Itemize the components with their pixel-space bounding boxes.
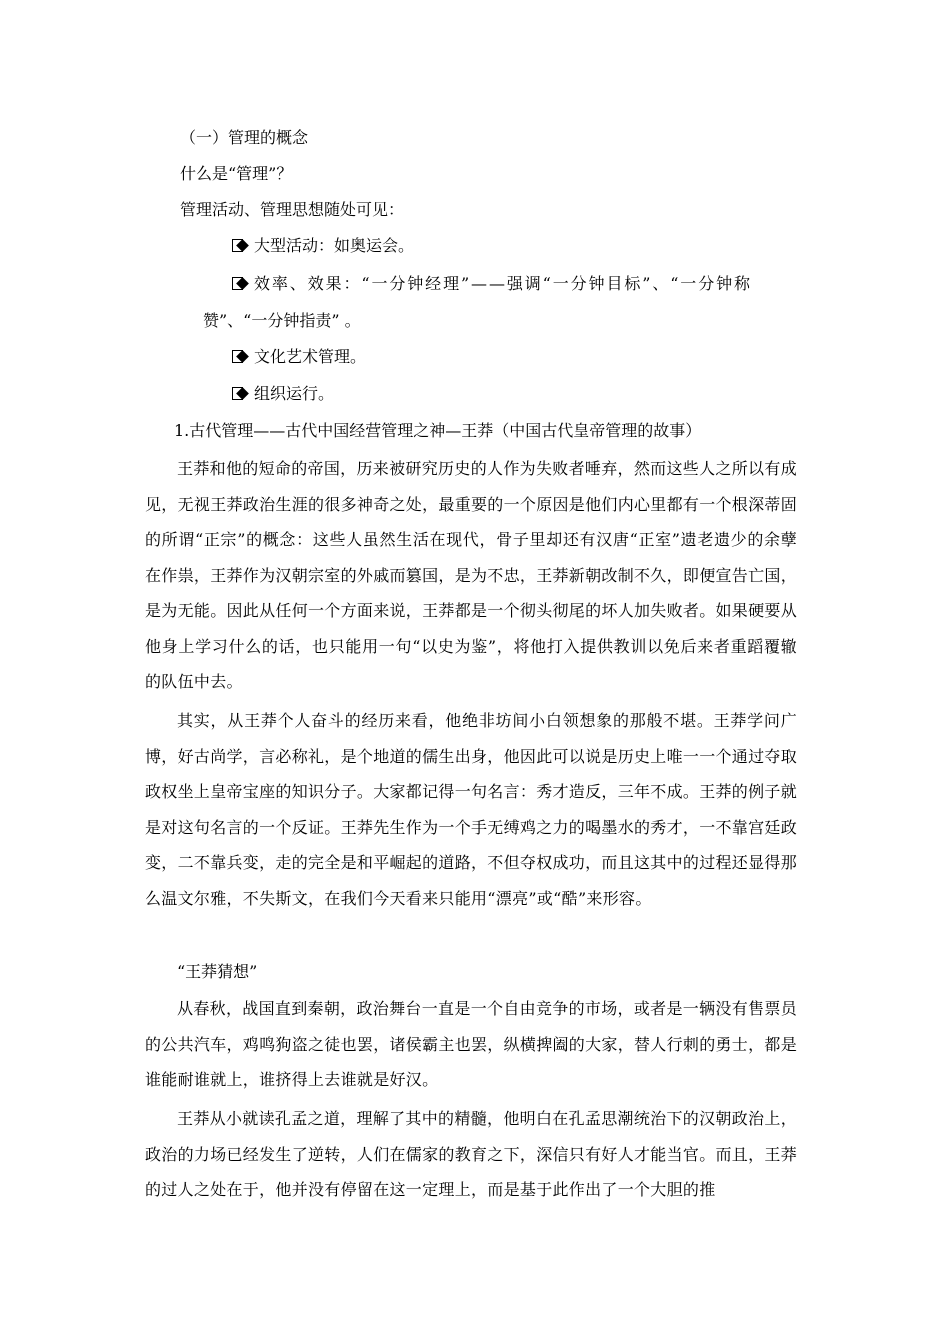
box-diamond-bullet-icon: [232, 276, 252, 292]
box-diamond-bullet-icon: [232, 386, 252, 402]
paragraph-1: 王莽和他的短命的帝国，历来被研究历史的人作为失败者唾弃，然而这些人之所以有成见，无视王莽政治生涯的很多神奇之处，最重要的一个原因是他们内心里都有一个根深蒂固的所谓“正宗”的概念：这些人虽然生活在现代，骨子里却还有汉唐“正室”遗老遗少的余孽在作祟，王莽作为汉朝宗室的外戚而篡国，是为不忠，王莽新朝改制不久，即便宣告亡国，是为无能。因此从任何一个方面来说，王莽都是一个彻头彻尾的坏人加失败者。如果硬要从他身上学习什么的话，也只能用一句“以史为鉴”，将他打入提供教训以免后来者重蹈覆辙的队伍中去。: [145, 459, 798, 691]
bullet-item-2: [232, 274, 752, 294]
paragraph-3: 从春秋，战国直到秦朝，政治舞台一直是一个自由竞争的市场，或者是一辆没有售票员的公共汽车，鸡鸣狗盗之徒也罢，诸侯霸主也罢，纵横捭阖的大家，替人行刺的勇士，都是谁能耐谁就上，谁挤得上去谁就是好汉。: [145, 999, 798, 1089]
paragraph-2: 其实，从王莽个人奋斗的经历来看，他绝非坊间小白领想象的那般不堪。王莽学问广博，好古尚学，言必称礼，是个地道的儒生出身，他因此可以说是历史上唯一一个通过夺取政权坐上皇帝宝座的知识分子。大家都记得一句名言：秀才造反，三年不成。王莽的例子就是对这句名言的一个反证。王莽先生作为一个手无缚鸡之力的喝墨水的秀才，一不靠宫廷政变，二不靠兵变，走的完全是和平崛起的道路，不但夺权成功，而且这其中的过程还显得那么温文尔雅，不失斯文，在我们今天看来只能用“漂亮”或“酷”来形容。: [145, 711, 798, 908]
bullet-item-3: [232, 347, 366, 367]
question-line: 什么是“管理”？: [180, 164, 293, 183]
intro-line: 管理活动、管理思想随处可见：: [180, 200, 405, 219]
bullet-item-1: [232, 236, 414, 256]
bullet-text: 大型活动：如奥运会。: [254, 236, 415, 255]
bullet-text: 文化艺术管理。: [254, 347, 367, 366]
subheading: 1.古代管理——古代中国经营管理之神—王莽（中国古代皇帝管理的故事）: [174, 421, 702, 440]
section-heading: （一）管理的概念: [180, 128, 309, 147]
bullet-text-line2: 赞”、“一分钟指责” 。: [203, 311, 361, 330]
bullet-text-line1: 效率、效果：“一分钟经理”——强调“一分钟目标”、“一分钟称: [254, 274, 752, 293]
bullet-item-4: [232, 384, 334, 404]
paragraph-4: 王莽从小就读孔孟之道，理解了其中的精髓，他明白在孔孟思潮统治下的汉朝政治上，政治的力场已经发生了逆转，人们在儒家的教育之下，深信只有好人才能当官。而且，王莽的过人之处在于，他并没有停留在这一定理上，而是基于此作出了一个大胆的推: [145, 1109, 798, 1199]
bullet-text: 组织运行。: [254, 384, 335, 403]
box-diamond-bullet-icon: [232, 349, 252, 365]
quote-heading: “王莽猜想”: [177, 962, 258, 981]
box-diamond-bullet-icon: [232, 238, 252, 254]
